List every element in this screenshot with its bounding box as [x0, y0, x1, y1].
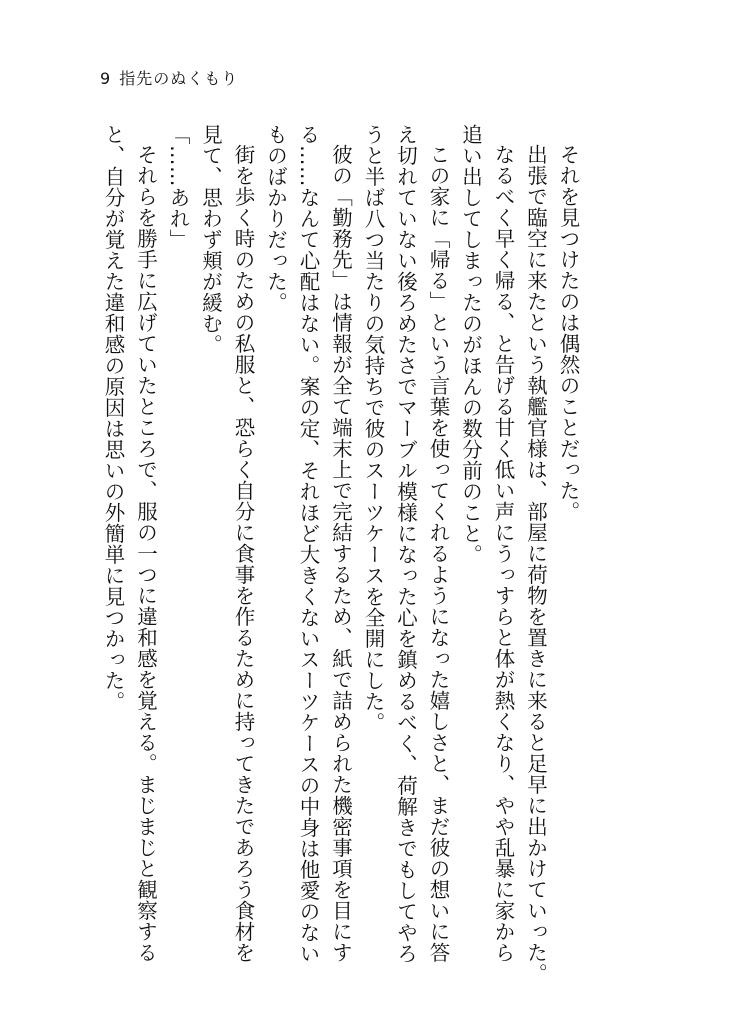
text-line: 追い出してしまったのがほんの数分前のこと。 [458, 124, 483, 565]
text-line: 街を歩く時のための私服と、恐らく自分に食事を作るために持ってきたであろう食材を [231, 144, 255, 963]
text-line: なるべく早く帰る、と告げる甘く低い声にうっすらと体が熱くなり、やや乱暴に家から [491, 144, 515, 963]
text-line: それらを勝手に広げていたところで、服の一つに違和感を覚える。まじまじと観察する [133, 144, 158, 963]
text-line: る……なんて心配はない。案の定、それほど大きくないスーツケースの中身は他愛のない [296, 124, 320, 964]
running-head [100, 66, 238, 89]
text-line: それを見つけたのは偶然のことだった。 [556, 144, 580, 522]
text-line: 見て、思わず頬が緩む。 [198, 124, 223, 355]
text-line: この家に「帰る」という言葉を使ってくれるようになった嬉しさと、まだ彼の想いに答 [426, 144, 450, 963]
text-line: ものばかりだった。 [263, 124, 288, 313]
text-line: と、自分が覚えた違和感の原因は思いの外簡単に見つかった。 [101, 124, 125, 712]
text-line: 出張で臨空に来たという執艦官様は、部屋に荷物を置きに来ると足早に出かけていった。 [523, 144, 548, 984]
page-number: 9 [100, 69, 112, 88]
text-line: え切れていない後ろめたさでマーブル模様になった心を鎮めるべく、荷解きでもしてやろ [393, 124, 418, 964]
vertical-body-text [97, 124, 585, 984]
text-line: 彼の「勤務先」は情報が全て端末上で完結するため、紙で詰められた機密事項を目にす [328, 144, 353, 963]
text-line: 「……あれ」 [166, 124, 190, 250]
chapter-title: 指先のぬくもり [119, 69, 239, 88]
text-line: うと半ば八つ当たりの気持ちで彼のスーツケースを全開にした。 [361, 124, 385, 733]
